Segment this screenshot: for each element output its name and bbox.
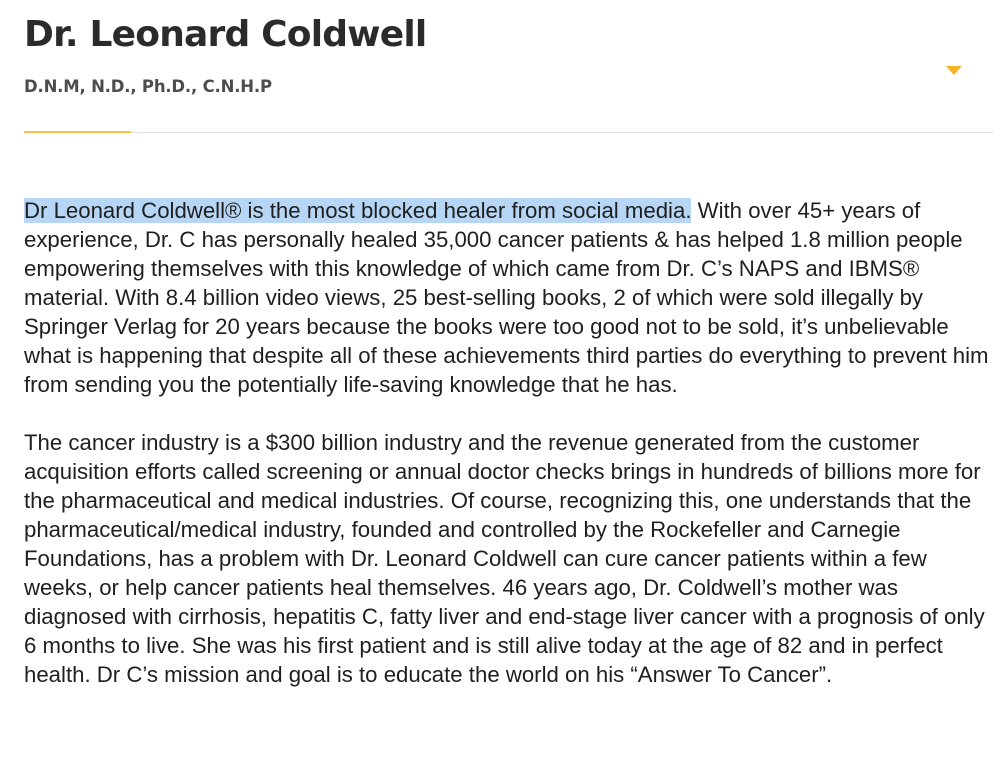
profile-credentials: D.N.M, N.D., Ph.D., C.N.H.P (24, 77, 272, 96)
bio-paragraph-1 (24, 196, 992, 399)
header-divider (24, 132, 994, 133)
chevron-down-icon[interactable] (946, 66, 962, 75)
selected-text[interactable]: Dr Leonard Coldwell® is the most blocked healer from social media. (24, 198, 692, 223)
header-divider-accent (24, 131, 131, 133)
profile-header (24, 0, 994, 135)
bio-paragraph-2: The cancer industry is a $300 billion industry and the revenue generated from the customer acquisition efforts called screening or annual doctor checks brings in hundreds of billions more for the pharmaceutical and medical industries. Of course, recognizing this, one understands that the pharmaceutical/medical industry, founded and controlled by the Rockefeller and Carnegie Foundations, has a problem with Dr. Leonard Coldwell can cure cancer patients within a few weeks, or help cancer patients heal themselves. 46 years ago, Dr. Coldwell’s mother was diagnosed with cirrhosis, hepatitis C, fatty liver and end-stage liver cancer with a prognosis of only 6 months to live. She was his first patient and is still alive today at the age of 82 and in perfect health. Dr C’s mission and goal is to educate the world on his “Answer To Cancer”. (24, 430, 985, 687)
bio-content (24, 196, 992, 689)
profile-name: Dr. Leonard Coldwell (24, 14, 427, 55)
bio-paragraph-1-text: With over 45+ years of experience, Dr. C has personally healed 35,000 cancer patients & has helped 1.8 million people empowering themselves with this knowledge of which came from Dr. C’s NAPS and IBMS® material. With 8.4 billion video views, 25 best-selling books, 2 of which were sold illegally by Springer Verlag for 20 years because the books were too good not to be sold, it’s unbelievable what is happening that despite all of these achievements third parties do everything to prevent him from sending you the potentially life-saving knowledge that he has. (24, 198, 989, 397)
